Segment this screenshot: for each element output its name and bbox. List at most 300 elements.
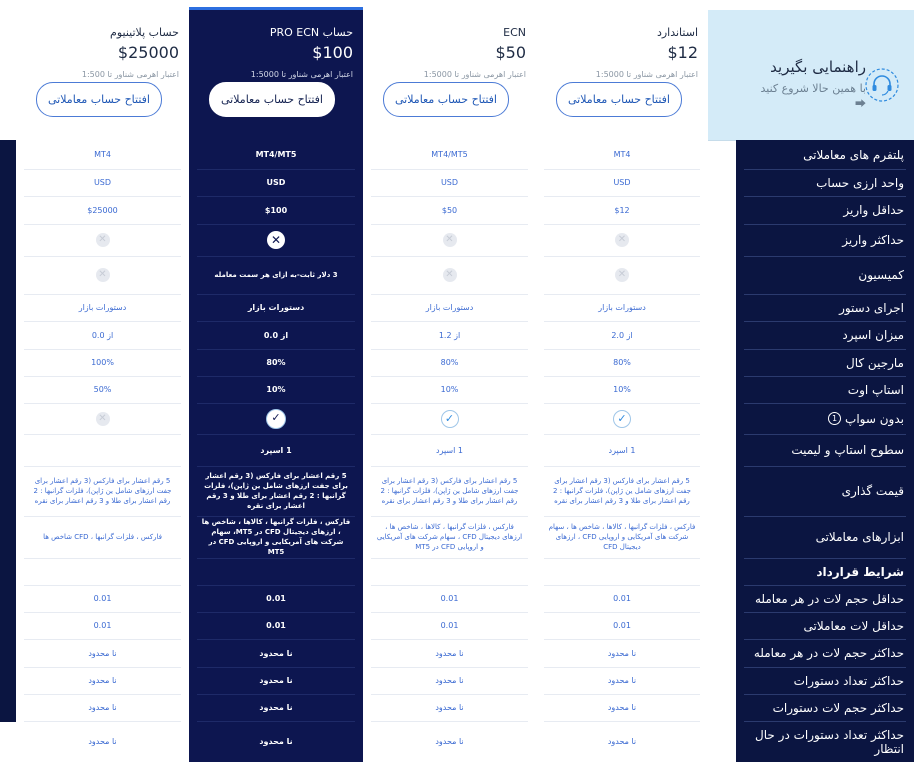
table-cell xyxy=(189,466,363,516)
table-cell xyxy=(16,256,189,294)
row-divider xyxy=(371,667,528,668)
row-divider xyxy=(544,196,700,197)
row-divider xyxy=(24,256,181,257)
table-cell xyxy=(536,376,708,403)
row-divider xyxy=(24,585,181,586)
table-cell xyxy=(536,140,708,169)
row-divider xyxy=(197,169,355,170)
feature-label-text: حداقل لات معاملاتی xyxy=(803,618,904,633)
table-cell xyxy=(363,434,536,466)
plan-name: حساب PRO ECN xyxy=(269,26,353,39)
feature-label-text: شرایط قرارداد xyxy=(816,564,904,579)
row-divider xyxy=(544,349,700,350)
row-divider xyxy=(544,558,700,559)
row-divider xyxy=(544,376,700,377)
row-divider xyxy=(197,558,355,559)
table-cell xyxy=(16,667,189,694)
row-divider xyxy=(544,612,700,613)
help-title: راهنمایی بگیرید xyxy=(770,58,866,76)
table-cell xyxy=(16,224,189,256)
row-divider xyxy=(197,294,355,295)
row-divider xyxy=(744,403,906,404)
cell-value: فارکس ، فلزات گرانبها ، کالاها ، شاخص ها ، سهام شرکت های آمریکایی و اروپایی CFD ، ارزهای دیجیتال CFD xyxy=(548,523,696,551)
row-divider xyxy=(371,612,528,613)
feature-label-text: حداکثر حجم لات دستورات xyxy=(772,700,904,715)
cell-value: 1 اسپرد xyxy=(436,445,463,455)
table-cell xyxy=(363,694,536,721)
row-divider xyxy=(544,224,700,225)
cell-value: 0.01 xyxy=(440,594,459,603)
feature-label-column xyxy=(736,140,914,762)
table-cell xyxy=(363,403,536,434)
feature-label xyxy=(736,667,914,694)
row-divider xyxy=(744,169,906,170)
cell-value: 0.01 xyxy=(613,621,631,630)
table-cell xyxy=(16,639,189,667)
row-divider xyxy=(744,667,906,668)
plan-name: حساب پلاتینیوم xyxy=(110,26,179,39)
cell-value: 0.01 xyxy=(613,594,631,603)
row-divider xyxy=(744,376,906,377)
table-cell xyxy=(536,516,708,558)
table-cell xyxy=(16,294,189,321)
row-divider xyxy=(197,585,355,586)
check-icon: ✓ xyxy=(266,409,286,429)
table-cell xyxy=(363,612,536,639)
table-cell xyxy=(16,466,189,516)
feature-label-text: حداقل واریز xyxy=(843,203,904,217)
table-cell xyxy=(16,558,189,585)
cell-value: از 0.0 xyxy=(263,330,289,340)
row-divider xyxy=(371,639,528,640)
table-cell xyxy=(363,256,536,294)
cell-value: 80% xyxy=(266,358,286,367)
cell-value: نا محدود xyxy=(88,703,117,712)
feature-label xyxy=(736,558,914,585)
column-platinum xyxy=(16,140,189,762)
cell-value: نا محدود xyxy=(259,676,293,685)
row-divider xyxy=(197,721,355,722)
row-divider xyxy=(371,376,528,377)
feature-label xyxy=(736,434,914,466)
row-divider xyxy=(371,294,528,295)
cell-value: 5 رقم اعشار برای فارکس (3 رقم اعشار برای جفت ارزهای شامل ین ژاپن)، فلزات گرانبها : 2 رقم اعشار برای طلا و 3 رقم اعشار برای نقره xyxy=(204,472,348,510)
row-divider xyxy=(197,224,355,225)
table-cell xyxy=(363,349,536,376)
table-cell xyxy=(536,585,708,612)
table-cell xyxy=(189,196,363,224)
plan-leverage: اعتبار اهرمی شناور تا 1:5000 xyxy=(595,70,698,79)
cell-value: دستورات بازار xyxy=(78,303,127,312)
cell-value: نا محدود xyxy=(435,703,464,712)
table-cell xyxy=(189,294,363,321)
cell-value: نا محدود xyxy=(435,676,464,685)
cell-value: 10% xyxy=(440,385,459,394)
cell-value: 0.01 xyxy=(440,621,459,630)
table-cell xyxy=(16,612,189,639)
table-cell xyxy=(536,196,708,224)
cell-value: نا محدود xyxy=(607,676,637,685)
feature-label-text: ابزارهای معاملاتی xyxy=(815,530,904,544)
row-divider xyxy=(744,694,906,695)
row-divider xyxy=(24,169,181,170)
row-divider xyxy=(744,256,906,257)
row-divider xyxy=(197,196,355,197)
row-divider xyxy=(744,224,906,225)
table-cell xyxy=(189,585,363,612)
table-cell xyxy=(189,612,363,639)
plan-price: $25000 xyxy=(117,43,179,62)
table-cell xyxy=(363,169,536,196)
cell-value: 5 رقم اعشار برای فارکس (3 رقم اعشار برای جفت ارزهای شامل ین ژاپن)، فلزات گرانبها : 2 رقم اعشار برای طلا و 3 رقم اعشار برای نقره xyxy=(380,477,519,505)
cross-icon: ✕ xyxy=(96,268,110,282)
cell-value: 3 دلار ثابت-به ازای هر سمت معامله xyxy=(214,271,338,279)
plan-name: استاندارد xyxy=(656,26,698,39)
feature-label-text: پلتفرم های معاملاتی xyxy=(803,147,904,162)
column-ecn xyxy=(363,140,536,762)
help-panel[interactable] xyxy=(708,10,914,141)
cell-value: 1 اسپرد xyxy=(608,445,636,455)
row-divider xyxy=(371,196,528,197)
row-divider xyxy=(197,321,355,322)
table-cell xyxy=(363,516,536,558)
cell-value: 0.01 xyxy=(93,594,112,603)
feature-label-text: حداکثر تعداد دستورات در حال انتظار xyxy=(755,727,904,756)
feature-label-text: سطوح استاپ و لیمیت xyxy=(791,443,904,457)
table-cell xyxy=(16,376,189,403)
table-cell xyxy=(189,224,363,256)
table-cell xyxy=(536,256,708,294)
row-divider xyxy=(24,321,181,322)
table-cell xyxy=(536,466,708,516)
row-divider xyxy=(24,639,181,640)
plan-price: $100 xyxy=(312,43,353,62)
open-account-button[interactable]: افتتاح حساب معاملاتی xyxy=(36,82,162,117)
row-divider xyxy=(544,294,700,295)
table-cell xyxy=(16,140,189,169)
feature-label xyxy=(736,349,914,376)
row-divider xyxy=(544,256,700,257)
table-cell xyxy=(16,403,189,434)
cross-icon: ✕ xyxy=(96,412,110,426)
row-divider xyxy=(197,612,355,613)
feature-label-text: میزان اسپرد xyxy=(842,328,904,342)
open-account-button[interactable]: افتتاح حساب معاملاتی xyxy=(209,82,335,117)
plan-leverage: اعتبار اهرمی شناور تا 1:5000 xyxy=(423,70,526,79)
row-divider xyxy=(197,349,355,350)
row-divider xyxy=(744,612,906,613)
cell-value: نا محدود xyxy=(88,737,117,746)
cell-value: USD xyxy=(440,178,459,187)
feature-label xyxy=(736,721,914,762)
feature-label-text: بدون سواپ xyxy=(845,411,904,426)
row-divider xyxy=(24,403,181,404)
cell-value: 80% xyxy=(613,358,631,367)
cell-value: نا محدود xyxy=(435,737,464,746)
cell-value: 10% xyxy=(266,385,286,394)
table-cell xyxy=(363,224,536,256)
row-divider xyxy=(371,224,528,225)
row-divider xyxy=(371,585,528,586)
cell-value: 5 رقم اعشار برای فارکس (3 رقم اعشار برای جفت ارزهای شامل ین ژاپن)، فلزات گرانبها : 2 رقم اعشار برای طلا و 3 رقم اعشار برای نقره xyxy=(33,477,172,505)
row-divider xyxy=(371,403,528,404)
cell-value: 5 رقم اعشار برای فارکس (3 رقم اعشار برای جفت ارزهای شامل ین ژاپن)، فلزات گرانبها : 2 رقم اعشار برای طلا و 3 رقم اعشار برای نقره xyxy=(553,477,691,505)
table-cell xyxy=(363,721,536,762)
table-cell xyxy=(363,585,536,612)
table-cell xyxy=(16,694,189,721)
row-divider xyxy=(544,694,700,695)
row-divider xyxy=(744,721,906,722)
left-edge-strip xyxy=(0,140,16,722)
feature-label xyxy=(736,516,914,558)
feature-label xyxy=(736,585,914,612)
cell-value: MT4/MT5 xyxy=(255,150,297,159)
row-divider xyxy=(744,585,906,586)
plan-price: $12 xyxy=(667,43,698,62)
cell-value: 50% xyxy=(93,385,112,394)
plan-platinum xyxy=(16,10,189,140)
cell-value: $12 xyxy=(614,205,630,215)
table-cell xyxy=(363,558,536,585)
row-divider xyxy=(744,466,906,467)
table-cell xyxy=(536,224,708,256)
plan-leverage: اعتبار اهرمی شناور تا 1:500 xyxy=(81,70,179,79)
table-cell xyxy=(363,196,536,224)
row-divider xyxy=(371,349,528,350)
row-divider xyxy=(371,721,528,722)
cell-value: 1 اسپرد xyxy=(260,445,292,455)
row-divider xyxy=(24,196,181,197)
plan-pro-ecn xyxy=(189,7,363,143)
row-divider xyxy=(24,612,181,613)
table-cell xyxy=(189,721,363,762)
column-standard xyxy=(536,140,708,762)
feature-label-text: حداقل حجم لات در هر معامله xyxy=(754,591,904,606)
row-divider xyxy=(197,516,355,517)
feature-label xyxy=(736,612,914,639)
table-cell xyxy=(189,694,363,721)
cell-value: نا محدود xyxy=(607,703,637,712)
table-cell xyxy=(536,721,708,762)
cross-icon: ✕ xyxy=(443,268,457,282)
cell-value: USD xyxy=(266,178,286,187)
row-divider xyxy=(744,434,906,435)
row-divider xyxy=(24,558,181,559)
table-cell xyxy=(189,376,363,403)
table-cell xyxy=(363,321,536,349)
row-divider xyxy=(544,667,700,668)
column-pro-ecn xyxy=(189,140,363,762)
cell-value: نا محدود xyxy=(88,648,117,658)
cross-icon: ✕ xyxy=(615,233,629,247)
cell-value: 0.01 xyxy=(266,621,286,630)
table-cell xyxy=(536,558,708,585)
feature-label-text: مارجین کال xyxy=(846,355,904,370)
row-divider xyxy=(197,466,355,467)
row-divider xyxy=(24,294,181,295)
open-account-button[interactable]: افتتاح حساب معاملاتی xyxy=(556,82,682,117)
cell-value: نا محدود xyxy=(435,648,464,658)
feature-label-text: کمیسیون xyxy=(858,268,904,282)
cell-value: $50 xyxy=(441,205,458,215)
table-cell xyxy=(536,403,708,434)
table-cell xyxy=(189,321,363,349)
feature-label-text: حداکثر واریز xyxy=(842,233,904,247)
feature-label xyxy=(736,294,914,321)
row-divider xyxy=(544,169,700,170)
row-divider xyxy=(544,466,700,467)
row-divider xyxy=(371,256,528,257)
cell-value: 80% xyxy=(440,358,459,367)
check-icon: ✓ xyxy=(441,410,459,428)
info-icon[interactable]: 1 xyxy=(828,412,841,425)
cell-value: $25000 xyxy=(87,205,118,215)
row-divider xyxy=(197,667,355,668)
cell-value: $100 xyxy=(264,205,288,215)
table-cell xyxy=(363,639,536,667)
feature-label xyxy=(736,321,914,349)
table-cell xyxy=(536,434,708,466)
table-cell xyxy=(16,516,189,558)
table-cell xyxy=(189,169,363,196)
table-cell xyxy=(536,667,708,694)
row-divider xyxy=(24,721,181,722)
table-cell xyxy=(363,466,536,516)
row-divider xyxy=(744,558,906,559)
feature-label-text: استاپ اوت xyxy=(847,382,904,397)
cell-value: 100% xyxy=(91,358,114,367)
cell-value: نا محدود xyxy=(259,737,293,746)
row-divider xyxy=(371,466,528,467)
row-divider xyxy=(544,585,700,586)
headset-support-icon xyxy=(864,67,900,103)
table-cell xyxy=(363,667,536,694)
feature-label xyxy=(736,376,914,403)
table-cell xyxy=(536,169,708,196)
cell-value: 10% xyxy=(613,385,631,394)
row-divider xyxy=(744,321,906,322)
table-cell xyxy=(363,376,536,403)
table-cell xyxy=(536,612,708,639)
cross-icon: ✕ xyxy=(267,231,285,249)
feature-label xyxy=(736,639,914,667)
cell-value: نا محدود xyxy=(88,676,117,685)
row-divider xyxy=(24,224,181,225)
row-divider xyxy=(544,434,700,435)
feature-label xyxy=(736,256,914,294)
row-divider xyxy=(197,694,355,695)
row-divider xyxy=(744,294,906,295)
row-divider xyxy=(544,639,700,640)
table-cell xyxy=(189,434,363,466)
cell-value: MT4 xyxy=(94,150,111,159)
cell-value: 0.01 xyxy=(93,621,112,630)
table-cell xyxy=(189,639,363,667)
plan-standard xyxy=(536,10,708,140)
cell-value: MT4/MT5 xyxy=(431,150,468,159)
cell-value: نا محدود xyxy=(607,737,637,746)
feature-label-text: حداکثر حجم لات در هر معامله xyxy=(753,646,904,660)
row-divider xyxy=(197,639,355,640)
row-divider xyxy=(197,256,355,257)
feature-label xyxy=(736,694,914,721)
plan-price: $50 xyxy=(495,43,526,62)
row-divider xyxy=(197,434,355,435)
row-divider xyxy=(544,403,700,404)
cell-value: فارکس ، فلزات گرانبها ، کالاها ، شاخص ها ، ارزهای دیجیتال CFD در MT5، سهام شرکت های آمریکایی و اروپایی CFD در MT5 xyxy=(201,518,351,556)
feature-label xyxy=(736,196,914,224)
row-divider xyxy=(24,667,181,668)
row-divider xyxy=(371,169,528,170)
row-divider xyxy=(744,516,906,517)
feature-label-text: اجرای دستور xyxy=(839,300,904,315)
cell-value: نا محدود xyxy=(259,648,293,658)
cell-value: USD xyxy=(93,178,112,187)
cross-icon: ✕ xyxy=(615,268,629,282)
cell-value: از 2.0 xyxy=(611,330,633,340)
help-subtitle-link[interactable]: با همین حالا شروع کنید ⮕ xyxy=(760,82,866,110)
table-cell xyxy=(16,321,189,349)
cell-value: از 0.0 xyxy=(91,330,114,340)
table-cell xyxy=(16,434,189,466)
cell-value: USD xyxy=(613,178,631,187)
row-divider xyxy=(24,516,181,517)
row-divider xyxy=(371,694,528,695)
feature-label xyxy=(736,140,914,169)
feature-label xyxy=(736,466,914,516)
table-cell xyxy=(16,721,189,762)
feature-label xyxy=(736,169,914,196)
cell-value: فارکس ، فلزات گرانبها ، CFD شاخص ها xyxy=(43,533,162,541)
table-cell xyxy=(536,349,708,376)
table-cell xyxy=(363,140,536,169)
table-cell xyxy=(189,349,363,376)
table-cell xyxy=(189,667,363,694)
row-divider xyxy=(371,516,528,517)
row-divider xyxy=(24,694,181,695)
open-account-button[interactable]: افتتاح حساب معاملاتی xyxy=(383,82,509,117)
row-divider xyxy=(197,403,355,404)
cell-value: از 1.2 xyxy=(438,330,461,340)
table-cell xyxy=(189,516,363,558)
check-icon: ✓ xyxy=(613,410,631,428)
cell-value: دستورات بازار xyxy=(247,303,305,312)
cell-value: دستورات بازار xyxy=(598,303,646,312)
comparison-table xyxy=(16,140,914,762)
row-divider xyxy=(544,321,700,322)
cell-value: MT4 xyxy=(613,150,631,159)
feature-label-text: حداکثر تعداد دستورات xyxy=(793,673,904,688)
table-cell xyxy=(16,349,189,376)
row-divider xyxy=(744,639,906,640)
table-cell xyxy=(536,321,708,349)
table-cell xyxy=(189,256,363,294)
cell-value: نا محدود xyxy=(259,703,293,712)
feature-label xyxy=(736,224,914,256)
row-divider xyxy=(744,196,906,197)
cell-value: فارکس ، فلزات گرانبها ، کالاها ، شاخص ها ، ارزهای دیجیتال CFD ، سهام شرکت های آمریکایی و اروپایی CFD در MT5 xyxy=(376,523,523,551)
table-cell xyxy=(536,294,708,321)
feature-label xyxy=(736,403,914,434)
table-cell xyxy=(536,639,708,667)
row-divider xyxy=(371,434,528,435)
table-cell xyxy=(536,694,708,721)
cell-value: دستورات بازار xyxy=(425,303,474,312)
row-divider xyxy=(24,434,181,435)
table-cell xyxy=(189,140,363,169)
cross-icon: ✕ xyxy=(443,233,457,247)
table-cell xyxy=(16,196,189,224)
